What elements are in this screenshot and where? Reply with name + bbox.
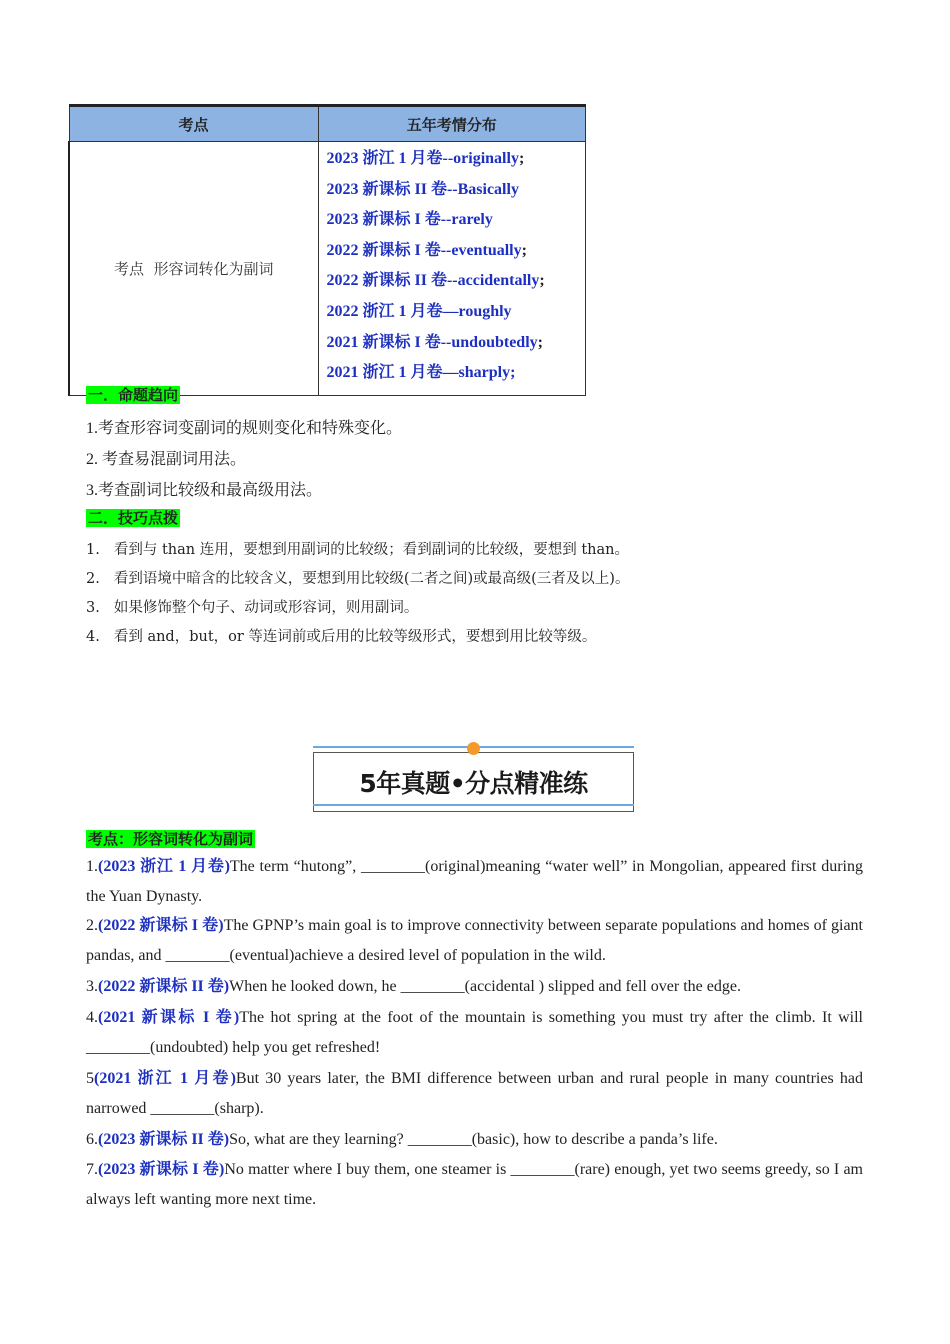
topic-cell: 考点 形容词转化为副词 [69, 142, 318, 396]
header-topic: 考点 [69, 106, 318, 142]
practice-banner [313, 746, 634, 812]
distribution-item: 2022 浙江 1 月卷—roughly [326, 302, 512, 320]
question-item: 5(2021 浙江 1 月卷)But 30 years later, the BMI difference between urban and rural people in many countries had narrowed ________(sharp). [86, 1070, 863, 1118]
trend-item: 3.考查副词比较级和最高级用法。 [86, 482, 323, 499]
question-item: 4.(2021 新课标 I 卷)The hot spring at the foot of the mountain is something you must try after the climb. It will ________(undoubted) help you get refreshed! [86, 1009, 863, 1057]
question-item: 7.(2023 新课标 I 卷)No matter where I buy them, one steamer is ________(rare) enough, yet two seems greedy, so I am always left wanting more next time. [86, 1161, 863, 1209]
question-item: 2.(2022 新课标 I 卷)The GPNP’s main goal is to improve connectivity between separate populations and homes of giant pandas, and ________(eventual)achieve a desired level of population in the wild. [86, 917, 863, 965]
distribution-item: 2021 浙江 1 月卷—sharply; [326, 364, 516, 382]
tip-item: 2. 看到语境中暗含的比较含义，要想到用比较级(二者之间)或最高级(三者及以上)。 [86, 571, 630, 587]
distribution-cell [318, 142, 586, 396]
banner-title: 5年真题•分点精准练 [359, 769, 588, 798]
practice-heading: 考点：形容词转化为副词 [88, 830, 254, 848]
distribution-item: 2022 新课标 I 卷--eventually; [326, 241, 527, 259]
exam-distribution-table [68, 104, 586, 396]
distribution-item: 2023 新课标 II 卷--Basically [326, 180, 519, 198]
distribution-item: 2022 新课标 II 卷--accidentally; [326, 272, 545, 290]
section-trend-heading: 一．命题趋向 [88, 386, 179, 404]
question-item: 6.(2023 新课标 II 卷)So, what are they learning? ________(basic), how to describe a panda’s life. [86, 1131, 718, 1148]
trend-item: 1.考查形容词变副词的规则变化和特殊变化。 [86, 420, 403, 437]
distribution-item: 2023 新课标 I 卷--rarely [326, 211, 493, 229]
tip-item: 1. 看到与 than 连用，要想到用副词的比较级；看到副词的比较级，要想到 than。 [86, 542, 629, 558]
distribution-item: 2021 新课标 I 卷--undoubtedly; [326, 333, 543, 351]
trend-item: 2. 考查易混副词用法。 [86, 451, 247, 468]
question-item: 3.(2022 新课标 II 卷)When he looked down, he ________(accidental ) slipped and fell over the edge. [86, 978, 741, 995]
tip-item: 3. 如果修饰整个句子、动词或形容词，则用副词。 [86, 600, 419, 616]
header-distribution: 五年考情分布 [318, 106, 586, 142]
tip-item: 4. 看到 and，but，or 等连词前或后用的比较等级形式，要想到用比较等级。 [86, 629, 597, 645]
section-tips-heading: 二．技巧点拨 [88, 509, 179, 527]
distribution-item: 2023 浙江 1 月卷--originally; [326, 150, 525, 167]
question-item: 1.(2023 浙江 1 月卷)The term “hutong”, ________(original)meaning “water well” in Mongolian, appeared first during the Yuan Dynasty. [86, 858, 863, 906]
orange-dot-icon [467, 742, 480, 755]
